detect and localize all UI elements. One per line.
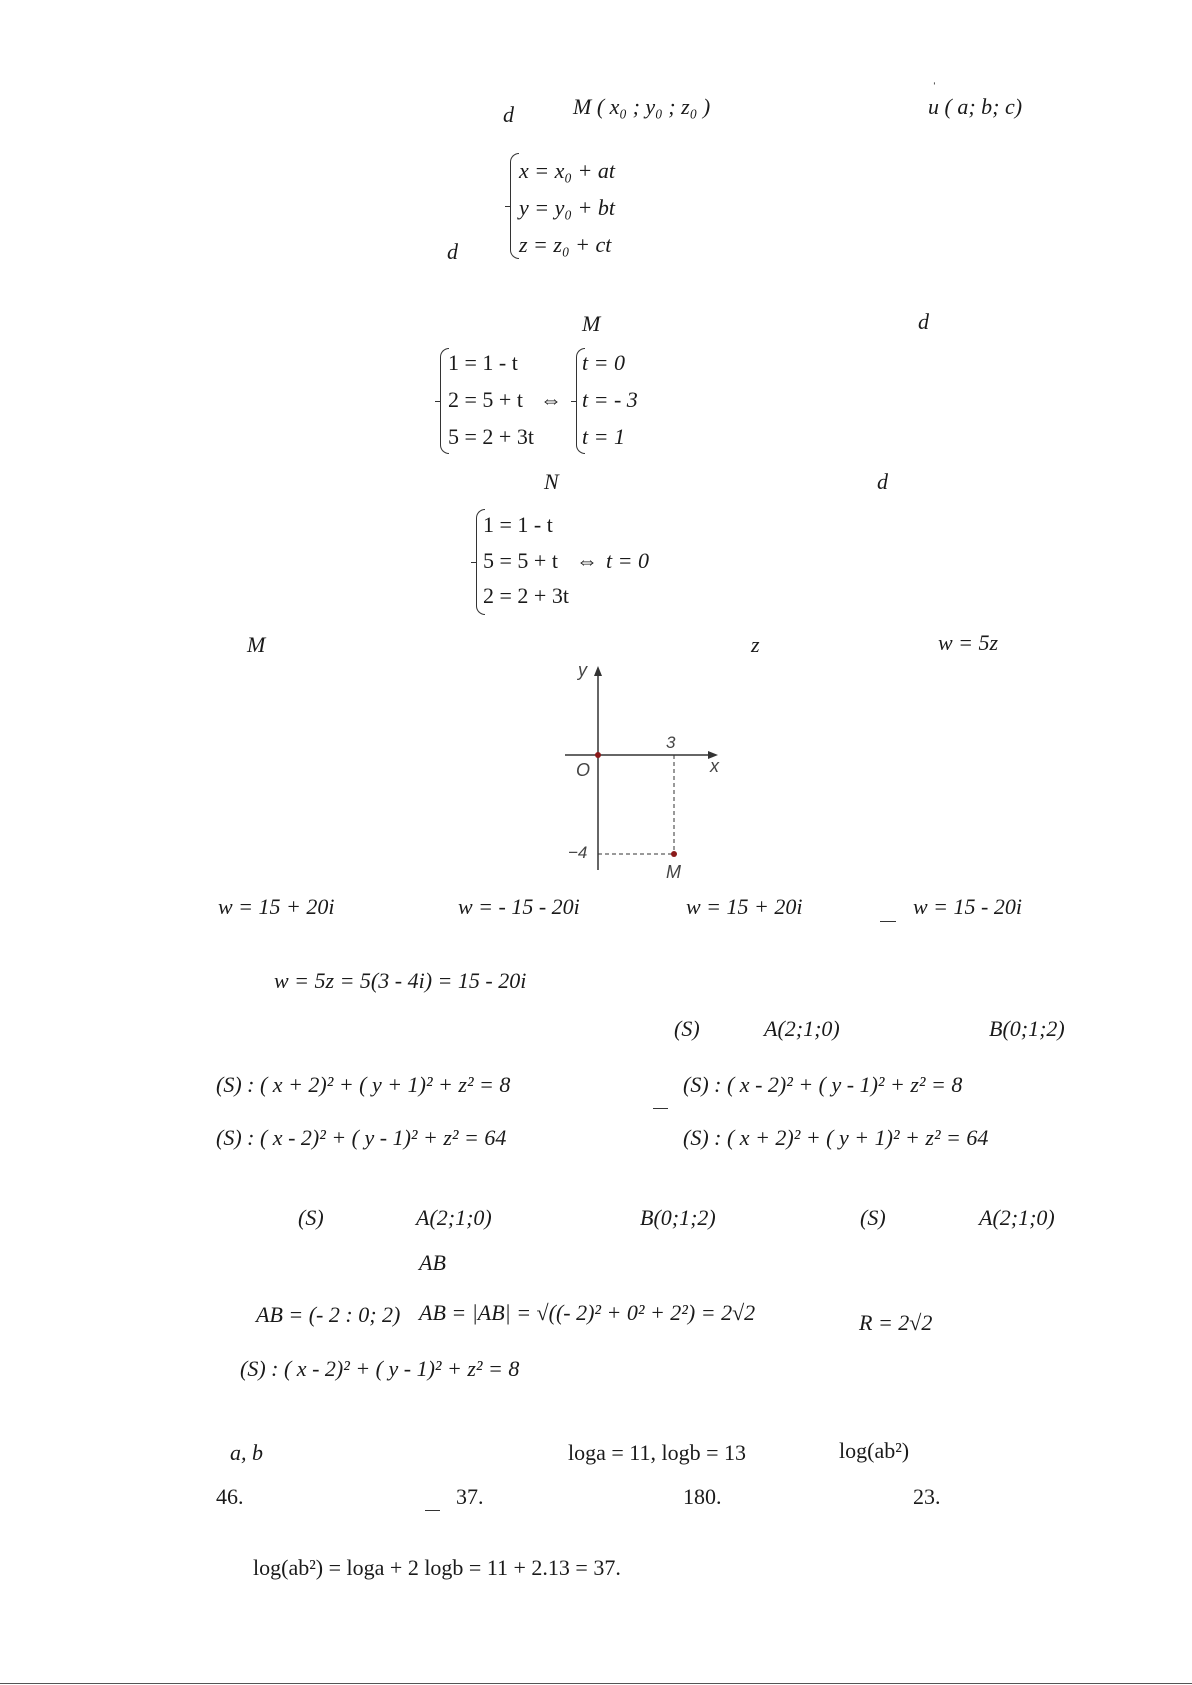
y-axis-label: y (578, 660, 587, 680)
option-a-p3: (S) : ( x + 2)² + ( y + 1)² + z² = 8 (216, 1072, 511, 1097)
point-M-label: M (582, 311, 601, 336)
given-logs: loga = 11, logb = 13 (568, 1440, 746, 1465)
radius-R: R = 2√2 (859, 1310, 933, 1335)
sol-point-A-2: A(2;1;0) (979, 1205, 1055, 1230)
line-d-label: d (503, 102, 514, 127)
length-AB: AB = |AB| = √((- 2)² + 0² + 2²) = 2√2 (419, 1300, 756, 1325)
point-N-label: N (544, 469, 559, 494)
system-N-eq-1: 1 = 1 - t (483, 512, 553, 537)
point-A: A(2;1;0) (764, 1016, 840, 1041)
option-b-p2: w = - 15 - 20i (458, 894, 580, 919)
option-b-p3: (S) : ( x - 2)² + ( y - 1)² + z² = 8 (683, 1072, 963, 1097)
vector-arrow-mark: ˈ (932, 81, 937, 96)
point-B: B(0;1;2) (989, 1016, 1065, 1041)
y-tick-label: −4 (568, 843, 588, 862)
option-a-p2: w = 15 + 20i (218, 894, 335, 919)
option-c-p2: w = 15 + 20i (686, 894, 803, 919)
system-N-eq-2: 5 = 5 + t (483, 548, 558, 573)
option-a-p4: 46. (216, 1484, 244, 1509)
param-eq-x: x = x₀ + at (519, 158, 615, 183)
option-d-p4: 23. (913, 1484, 941, 1509)
system-M-t-3: t = 1 (582, 424, 625, 449)
param-eq-y: y = y₀ + bt (519, 195, 615, 220)
vector-AB: AB = (- 2 : 0; 2) (256, 1302, 401, 1327)
complex-plane-graph (560, 660, 740, 890)
answer-mark-p2 (880, 921, 896, 922)
x-tick-label: 3 (666, 733, 676, 752)
equivalence-symbol-2: ⇔ (576, 548, 598, 573)
system-N-result: t = 0 (606, 548, 649, 573)
option-c-p3: (S) : ( x - 2)² + ( y - 1)² + z² = 64 (216, 1125, 507, 1150)
line-d-label-3: d (918, 309, 929, 334)
x-axis-label: x (710, 756, 719, 776)
sol-segment-AB: AB (419, 1250, 446, 1275)
w-definition: w = 5z (938, 630, 999, 655)
system-M-t-2: t = - 3 (582, 387, 638, 412)
solution-p2: w = 5z = 5(3 - 4i) = 15 - 20i (274, 968, 527, 993)
system-M-eq-2: 2 = 5 + t (448, 387, 523, 412)
system-M-t-1: t = 0 (582, 350, 625, 375)
sol-point-B: B(0;1;2) (640, 1205, 716, 1230)
equivalence-symbol: ⇔ (540, 387, 562, 412)
option-b-p4: 37. (456, 1484, 484, 1509)
page-bottom-rule (0, 1683, 1192, 1684)
option-c-p4: 180. (683, 1484, 722, 1509)
sphere-result: (S) : ( x - 2)² + ( y - 1)² + z² = 8 (240, 1356, 520, 1381)
graph-point-label: M (666, 862, 681, 882)
vars-ab: a, b (230, 1440, 263, 1465)
sol-sphere-S: (S) (298, 1205, 324, 1230)
system-brace-param (510, 153, 519, 259)
direction-vector-u: u ( a; b; c) (928, 94, 1023, 119)
system-M-eq-3: 5 = 2 + 3t (448, 424, 534, 449)
system-M-eq-1: 1 = 1 - t (448, 350, 518, 375)
sol-point-A: A(2;1;0) (416, 1205, 492, 1230)
point-M-coords: M ( x₀ ; y₀ ; z₀ ) (573, 94, 711, 119)
y-axis-arrow (594, 666, 602, 676)
line-d-label-2: d (447, 239, 458, 264)
point-M-label-2: M (247, 632, 266, 657)
answer-mark-p3 (653, 1108, 668, 1109)
answer-mark-p4 (425, 1510, 440, 1511)
param-eq-z: z = z₀ + ct (519, 232, 612, 257)
target-expression: log(ab²) (839, 1438, 910, 1463)
origin-label: O (576, 760, 591, 780)
origin-point (595, 752, 601, 758)
sphere-S-label: (S) (674, 1016, 700, 1041)
complex-z-label: z (751, 632, 760, 657)
line-d-label-4: d (877, 469, 888, 494)
point-M-mark (671, 851, 677, 857)
option-d-p2: w = 15 - 20i (913, 894, 1022, 919)
solution-p4: log(ab²) = loga + 2 logb = 11 + 2.13 = 37. (253, 1555, 621, 1580)
system-N-eq-3: 2 = 2 + 3t (483, 583, 569, 608)
sol-sphere-S-2: (S) (860, 1205, 886, 1230)
option-d-p3: (S) : ( x + 2)² + ( y + 1)² + z² = 64 (683, 1125, 989, 1150)
